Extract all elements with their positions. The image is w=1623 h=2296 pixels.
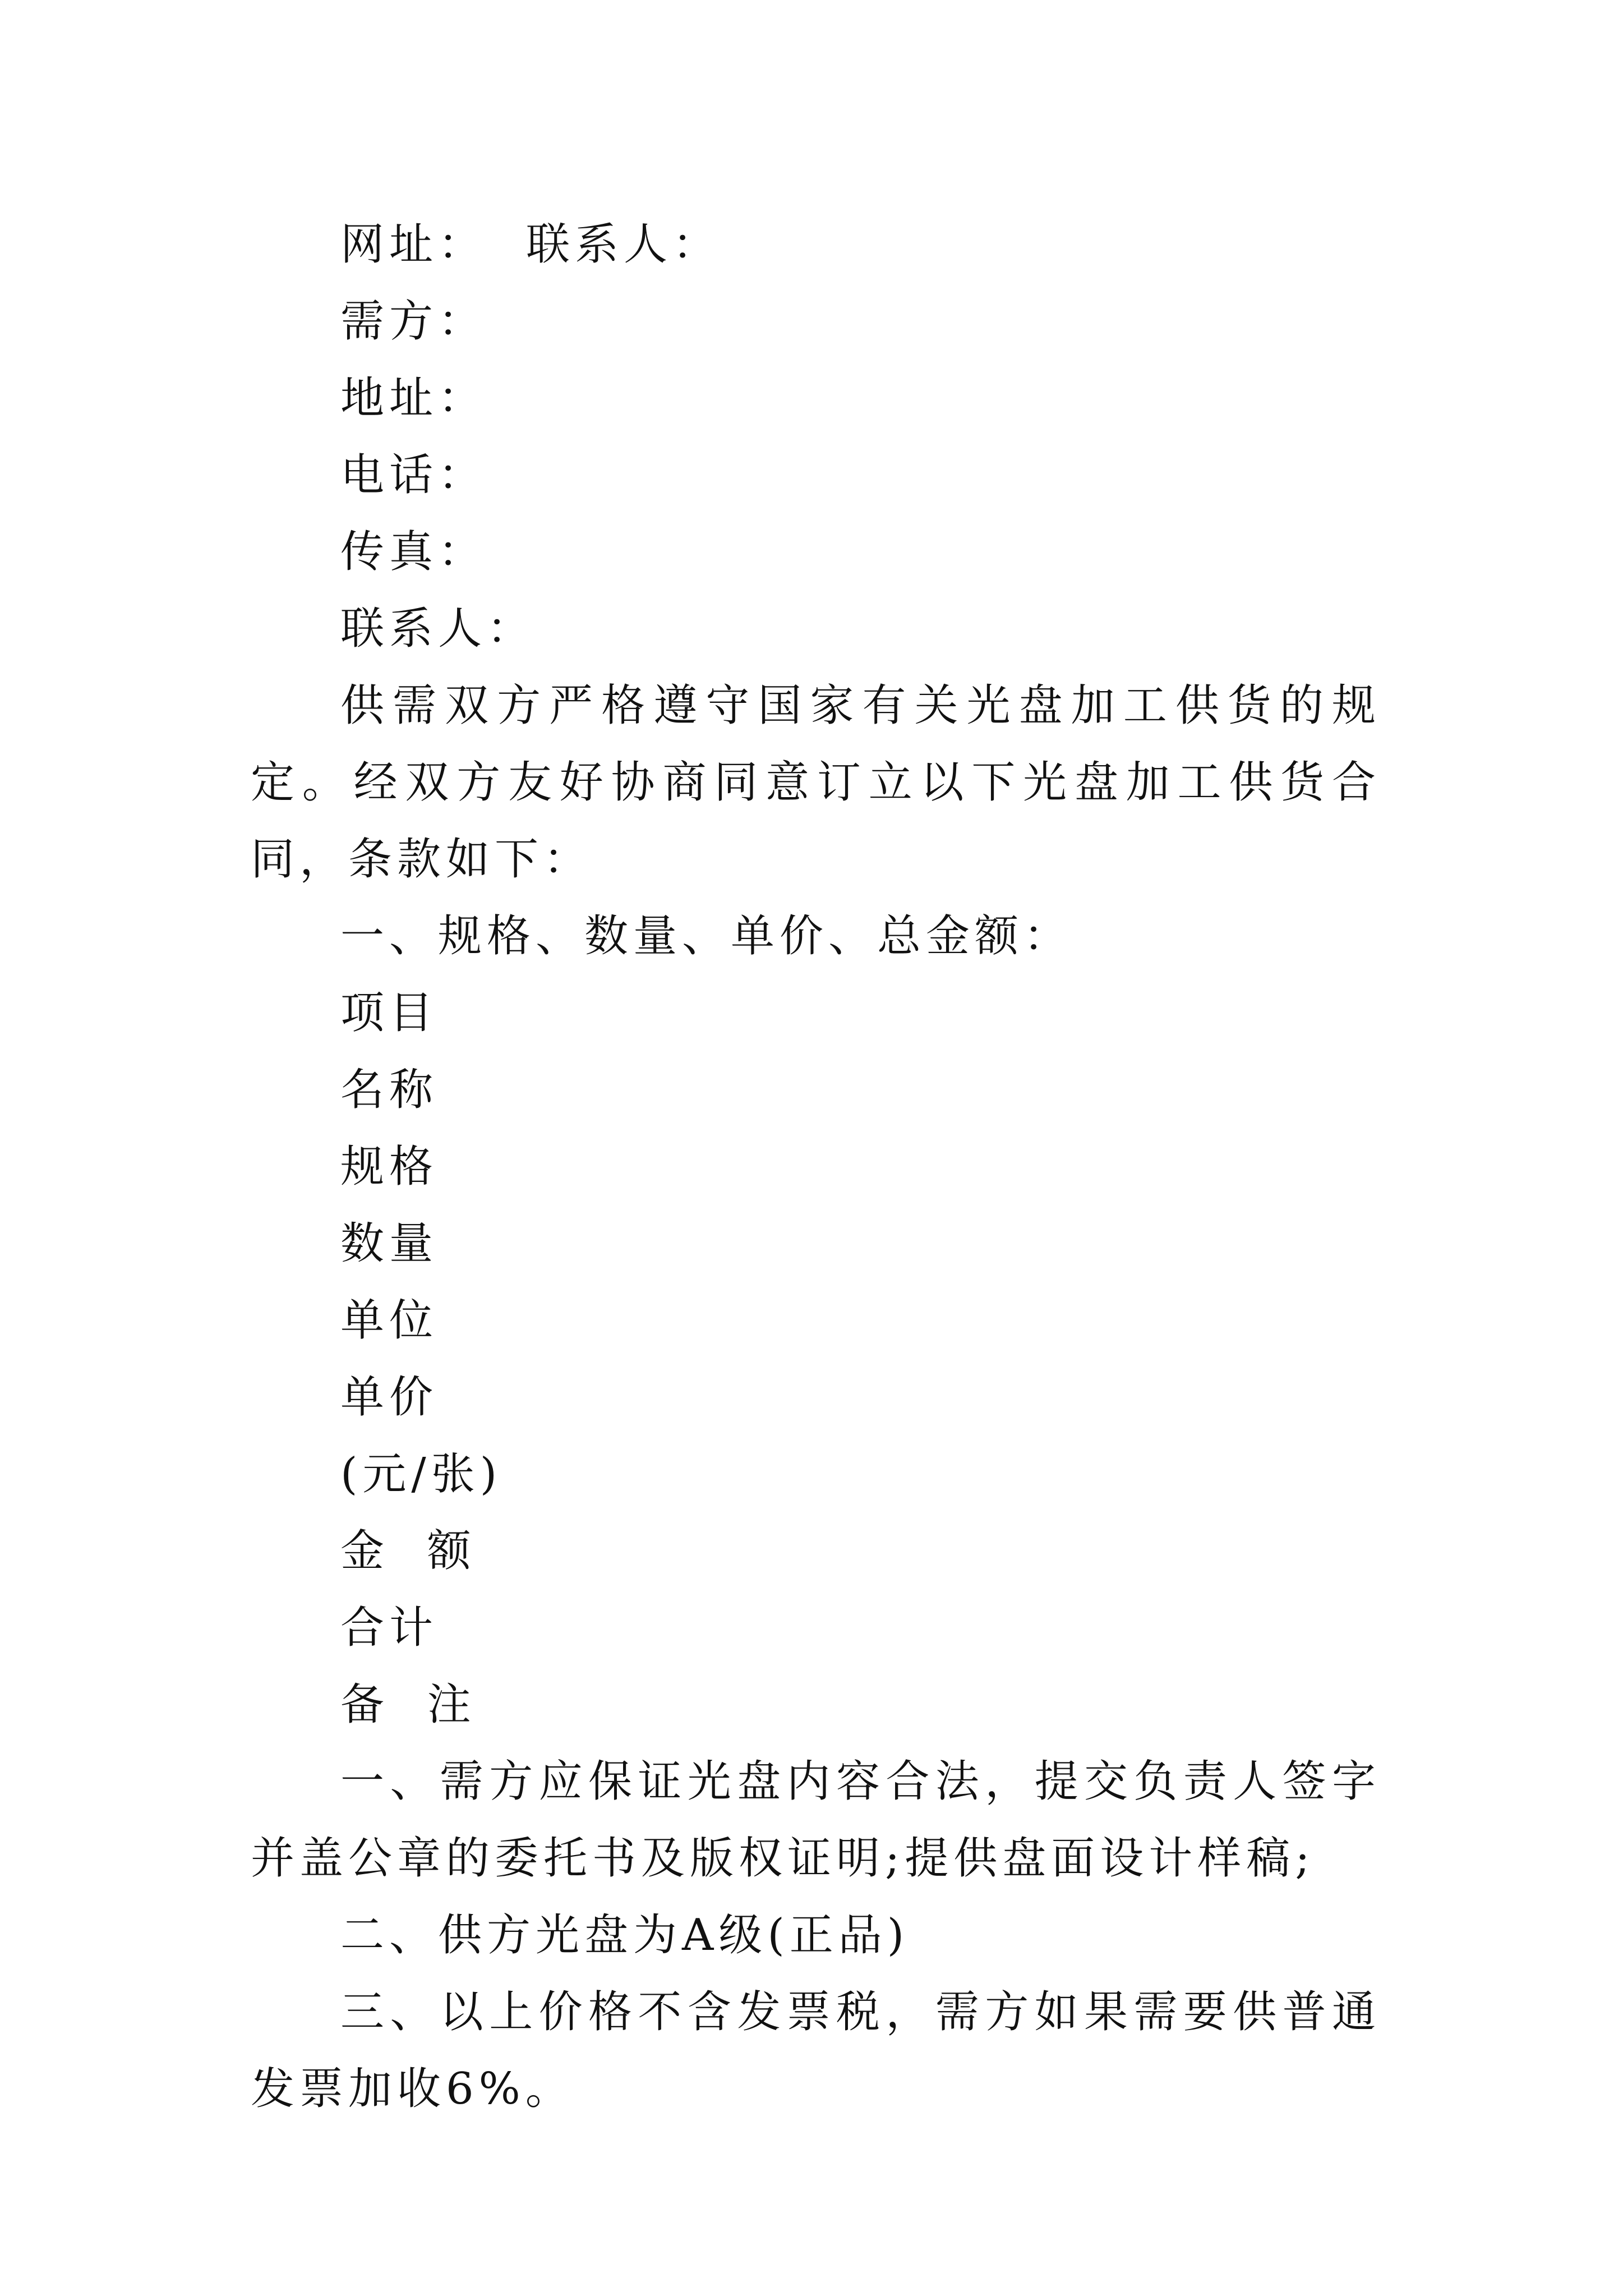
table-field-item: 项目: [340, 988, 439, 1038]
buyer-title: 需方：: [340, 296, 487, 347]
table-field-total: 合计: [340, 1603, 439, 1653]
supplier-contact-label: 联系人：: [526, 219, 722, 270]
supplier-contact-line: [251, 206, 1381, 283]
section-one-heading: 一、规格、数量、单价、总金额：: [340, 911, 1073, 961]
term-one: 一、需方应保证光盘内容合法，提交负责人签字并盖公章的委托书及版权证明;提供盘面设计样稿;: [251, 1756, 1381, 1884]
term-three: 三、以上价格不含发票税，需方如果需要供普通发票加收6%。: [251, 1987, 1381, 2114]
buyer-contact-label: 联系人：: [340, 604, 536, 654]
table-field-remarks: 备 注: [340, 1680, 476, 1730]
intro-paragraph: 供需双方严格遵守国家有关光盘加工供货的规定。经双方友好协商同意订立以下光盘加工供货合同，条款如下：: [251, 680, 1381, 885]
table-field-spec: 规格: [340, 1142, 439, 1192]
buyer-fax-label: 传真：: [340, 527, 487, 577]
table-field-amount: 金 额: [340, 1526, 476, 1576]
table-field-price-unit: (元/张): [340, 1449, 502, 1499]
website-label: 网址：: [340, 219, 487, 270]
buyer-phone-label: 电话：: [340, 450, 487, 500]
term-two: 二、供方光盘为A级(正品): [340, 1910, 910, 1961]
table-field-unit-price: 单价: [340, 1372, 439, 1423]
contract-body: [251, 206, 1381, 2128]
buyer-address-label: 地址：: [340, 373, 487, 424]
table-field-name: 名称: [340, 1065, 439, 1115]
table-field-quantity: 数量: [340, 1218, 439, 1269]
table-field-unit: 单位: [340, 1295, 439, 1346]
